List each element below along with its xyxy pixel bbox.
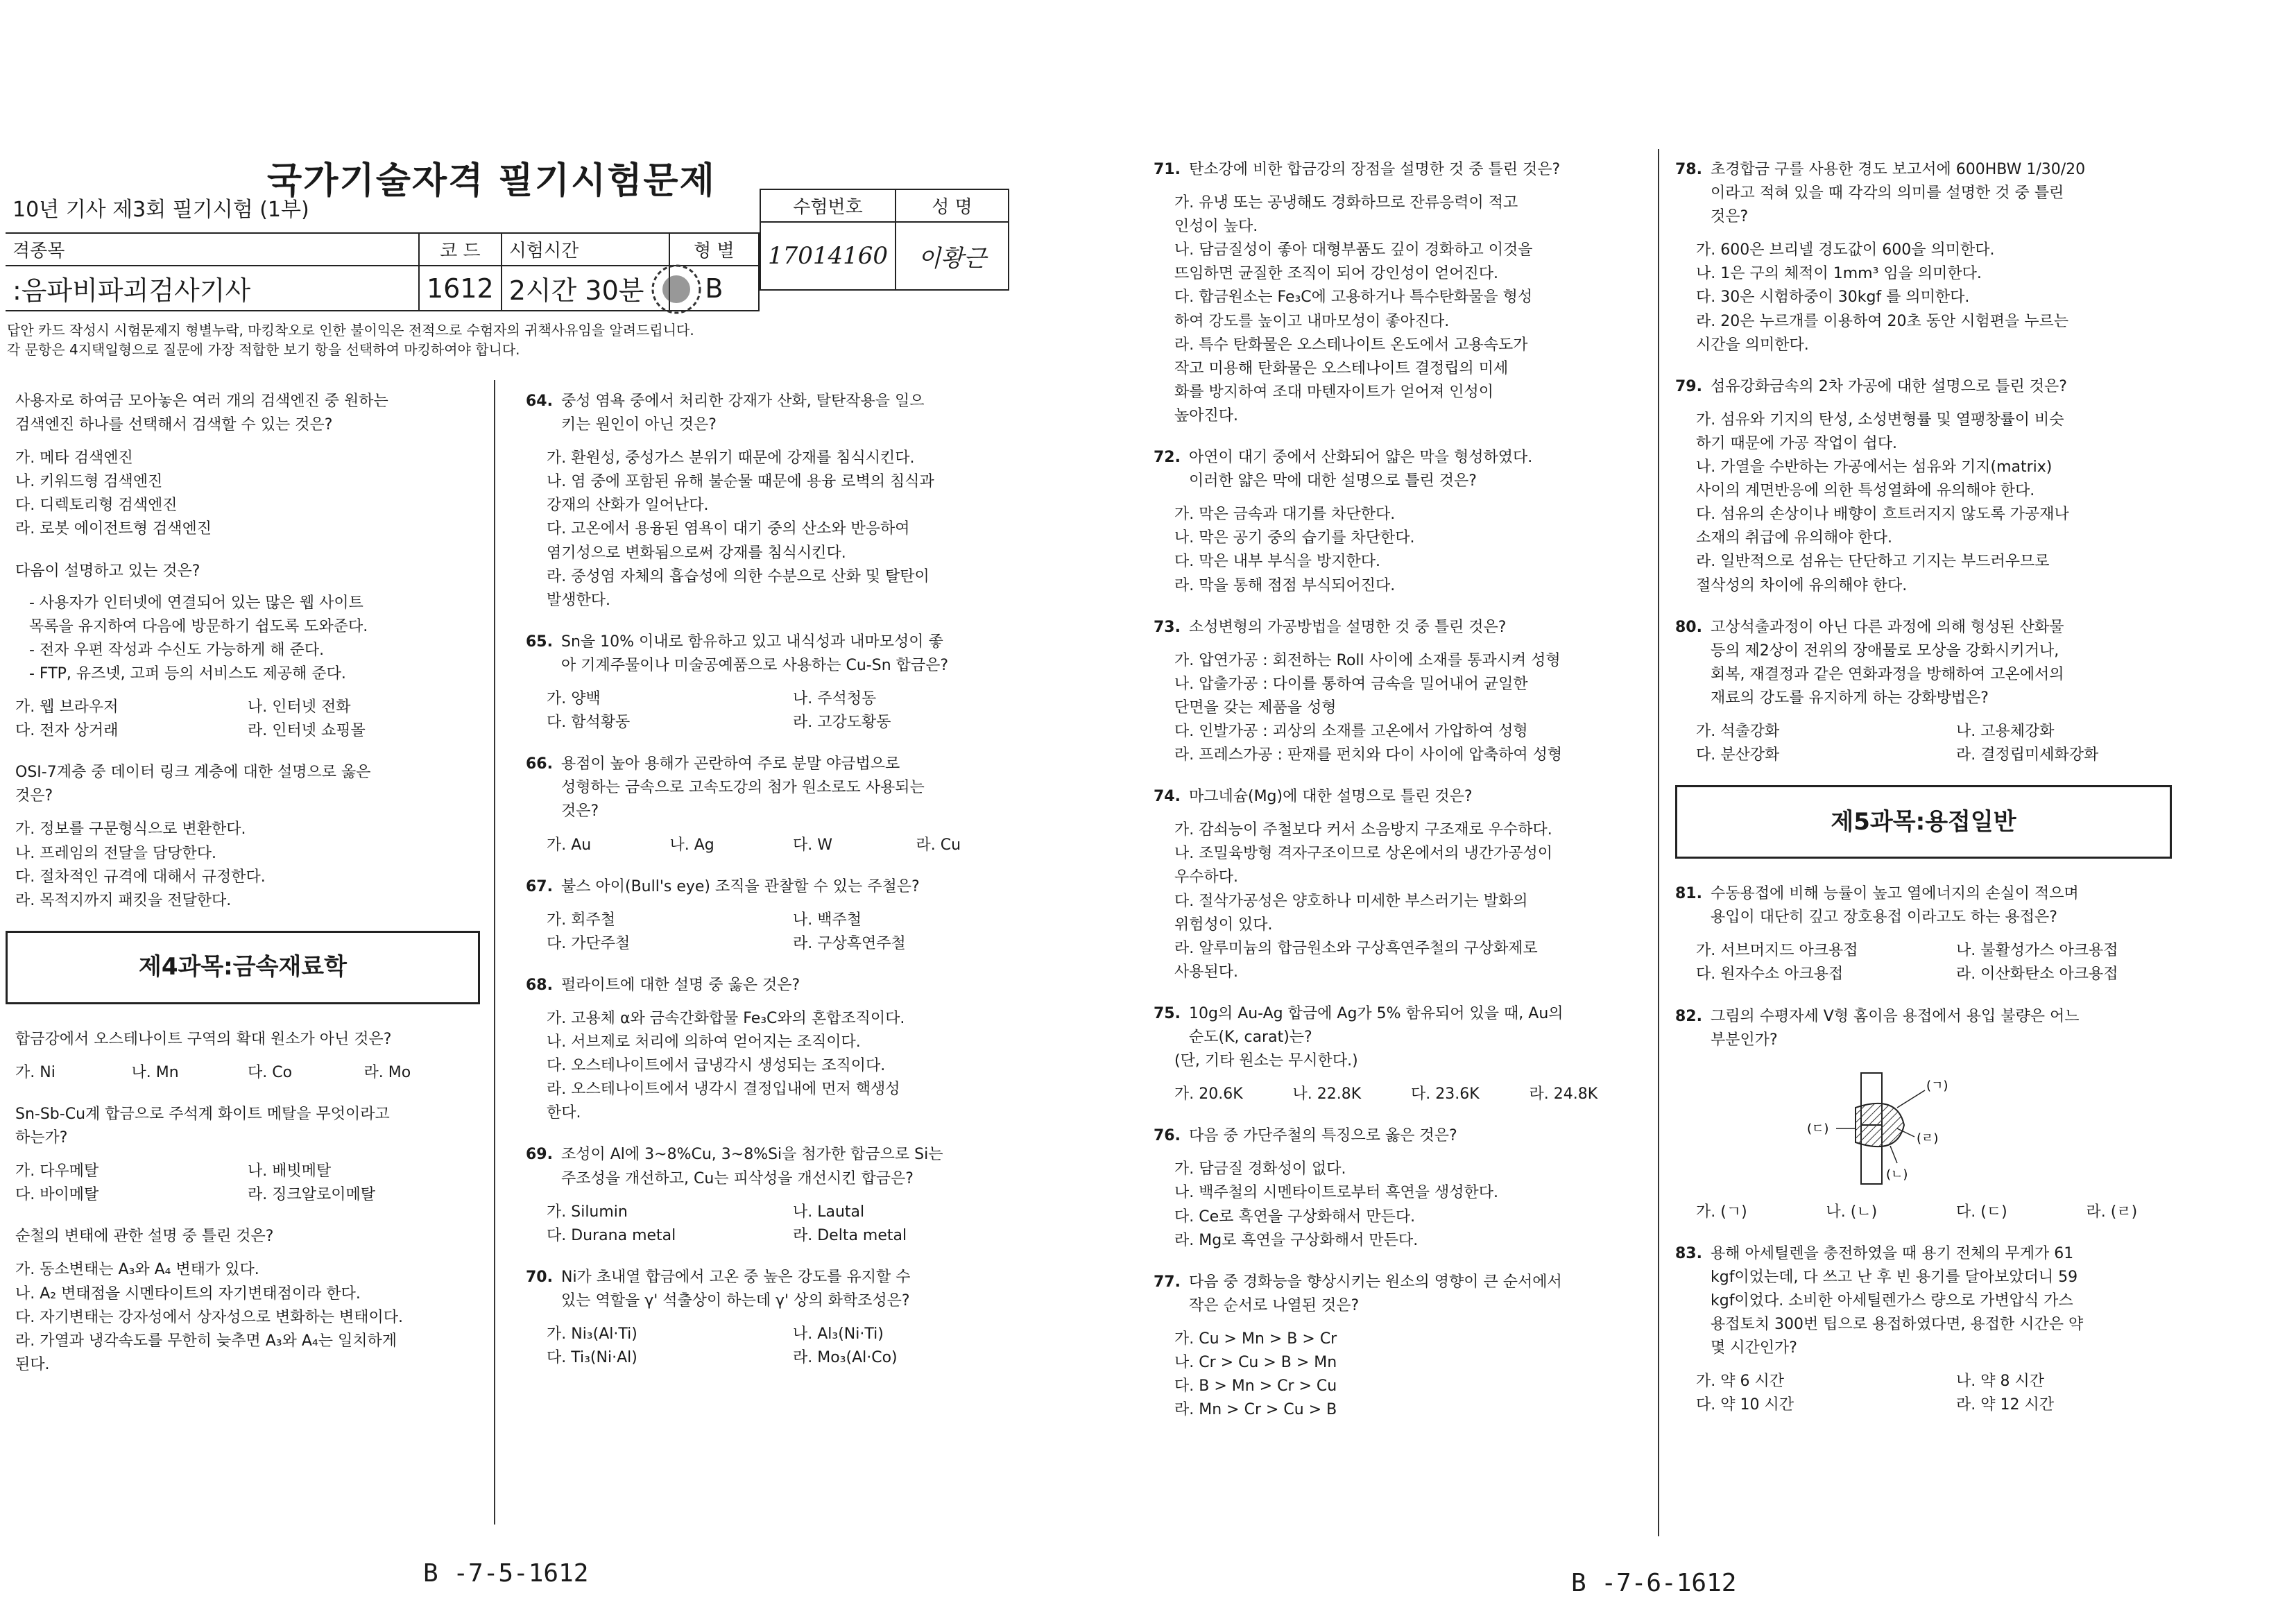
question-stem: 섬유강화금속의 2차 가공에 대한 설명으로 틀린 것은?: [1710, 377, 2067, 395]
question-number: 65.: [526, 633, 553, 651]
question-stem: OSI-7계층 중 데이터 링크 계층에 대한 설명으로 옳은 것은?: [15, 764, 371, 805]
option-ga: 가. 서브머지드 아크용접: [1696, 942, 1858, 960]
question-stem: 마그네슘(Mg)에 대한 설명으로 틀린 것은?: [1188, 788, 1473, 806]
option-na: 나. 염 중에 포함된 유해 불순물 때문에 용융 로벽의 침식과 강재의 산화가 일어난다.: [547, 473, 934, 515]
option-da: 다. 약 10 시간: [1696, 1396, 1794, 1414]
option-ga: 가. 양백: [547, 690, 601, 708]
option-na: 나. 담금질성이 좋아 대형부품도 깊이 경화하고 이것을 뜨임하면 균질한 조직이 되어 강인성이 얻어진다.: [1174, 241, 1533, 283]
code-value: 1612: [419, 266, 502, 311]
option-da: 다. 막은 내부 부식을 방지한다.: [1174, 553, 1380, 571]
option-na: 나. 배빗메탈: [248, 1162, 332, 1180]
option-na: 나. 서브제로 처리에 의하여 얻어지는 조직이다.: [547, 1033, 861, 1051]
option-ra: 라. Delta metal: [793, 1226, 907, 1244]
question-62: [15, 560, 480, 744]
option-ra: 라. 목적지까지 패킷을 전달한다.: [15, 891, 232, 909]
label-c: (ㄷ): [1807, 1121, 1829, 1136]
question-74: [1154, 785, 1647, 984]
option-list: [1675, 1370, 2216, 1417]
option-ga: 가. 섬유와 기지의 탄성, 소성변형률 및 열팽창률이 비슷 하기 때문에 가공 작업이 쉽다.: [1696, 411, 2064, 452]
question-81: [1675, 882, 2216, 986]
type-label: 형 별: [669, 233, 759, 266]
option-na: 나. A₂ 변태점을 시멘타이트의 자기변태점이라 한다.: [15, 1285, 361, 1303]
question-70: [526, 1266, 1039, 1370]
question-number: 72.: [1154, 449, 1181, 467]
option-ga: 가. Cu > Mn > B > Cr: [1174, 1330, 1337, 1348]
option-da: 다. 전자 상거래: [15, 722, 119, 740]
exam-number-value: 17014160: [760, 222, 896, 290]
option-list: [15, 447, 480, 541]
question-stem: 탄소강에 비한 합금강의 장점을 설명한 것 중 틀린 것은?: [1188, 161, 1561, 178]
option-list: [526, 1201, 1039, 1248]
option-ra: 라. 중성염 자체의 흡습성에 의한 수분으로 산화 및 탈탄이 발생한다.: [547, 567, 929, 609]
option-da: 다. 절차적인 규격에 대해서 규정한다.: [15, 868, 266, 886]
option-na: 나. 고용체강화: [1956, 722, 2055, 740]
question-alloy-austenite: [15, 1028, 480, 1085]
question-66: [526, 753, 1039, 857]
time-label: 시험시간: [502, 233, 669, 266]
seal-stamp-icon: [645, 258, 708, 320]
option-na: 나. 조밀육방형 격자구조이므로 상온에서의 냉간가공성이 우수하다.: [1174, 845, 1553, 886]
question-stem: 불스 아이(Bull's eye) 조직을 관찰할 수 있는 주철은?: [560, 877, 920, 895]
option-ga: 가. 20.6K: [1174, 1085, 1243, 1104]
option-ga: 가. Au: [547, 836, 592, 854]
question-number: 70.: [526, 1268, 553, 1286]
question-69: [526, 1143, 1039, 1247]
question-stem: 다음 중 경화능을 향상시키는 원소의 영향이 큰 순서에서 작은 순서로 나열된 것은?: [1188, 1273, 1562, 1314]
option-ra: 라. Mo: [363, 1063, 411, 1081]
question-number: 76.: [1154, 1127, 1181, 1145]
question-number: 64.: [526, 393, 553, 410]
option-da: 다. 23.6K: [1411, 1085, 1480, 1104]
option-ra: 라. 일반적으로 섬유는 단단하고 기지는 부드러우므로 절삭성의 차이에 유의해야 한다.: [1696, 553, 2050, 594]
left-page-column-1: [15, 390, 480, 1395]
examinee-id-table: [760, 189, 1009, 291]
option-list: [1675, 409, 2216, 598]
option-ra: 라. 약 12 시간: [1956, 1396, 2054, 1414]
option-ga: 가. 600은 브리넬 경도값이 600을 의미한다.: [1696, 241, 1995, 259]
question-stem: 10g의 Au-Ag 합금에 Ag가 5% 함유되어 있을 때, Au의 순도(K, carat)는?: [1188, 1004, 1563, 1046]
question-stem: 사용자로 하여금 모아놓은 여러 개의 검색엔진 중 원하는 검색엔진 하나를 선택해서 검색할 수 있는 것은?: [15, 393, 388, 434]
option-da: 다. 디렉토리형 검색엔진: [15, 497, 178, 515]
option-ga: 가. 회주철: [547, 911, 615, 929]
page-footer: B -7-5-1612: [423, 1559, 589, 1588]
option-ga: 가. 압연가공 : 회전하는 Roll 사이에 소재를 통과시켜 성형: [1174, 651, 1561, 669]
question-73: [1154, 616, 1647, 768]
option-list: [1154, 1158, 1647, 1252]
option-na: 나. 키워드형 검색엔진: [15, 473, 163, 491]
option-list: [1675, 239, 2216, 357]
question-77: [1154, 1271, 1647, 1423]
question-71: [1154, 158, 1647, 428]
exam-subtitle: 10년 기사 제3회 필기시험 (1부): [12, 198, 309, 222]
option-ga: 가. 정보를 구문형식으로 변환한다.: [15, 821, 246, 839]
question-stem: 펄라이트에 대한 설명 중 옳은 것은?: [560, 976, 800, 994]
question-83: [1675, 1242, 2216, 1418]
question-63: [15, 761, 480, 913]
question-stem: Sn을 10% 이내로 함유하고 있고 내식성과 내마모성이 좋 아 기계주물이나 미술공예품으로 사용하는 Cu-Sn 합금은?: [560, 633, 949, 674]
option-na: 나. 인터넷 전화: [248, 698, 351, 716]
option-na: 나. 백주철: [793, 911, 862, 929]
option-ga: 가. 막은 금속과 대기를 차단한다.: [1174, 506, 1396, 524]
question-stem: 용해 아세틸렌을 충전하였을 때 용기 전체의 무게가 61 kgf이었는데, 다 쓰고 난 후 빈 용기를 달아보았더니 59 kgf이었다. 소비한 아세틸렌가스 량으로 가변압식 가스 용접토치 300번 팁으로 용접하였다면, 용접한 시간은 약 몇 시간인가?: [1710, 1244, 2084, 1357]
option-na: 나. 프레임의 전달을 담당한다.: [15, 844, 216, 862]
option-da: 다. 섬유의 손상이나 배향이 흐트러지지 않도록 가공재나 소재의 취급에 유의해야 한다.: [1696, 506, 2069, 547]
column-divider: [1658, 149, 1659, 1536]
question-number: 77.: [1154, 1273, 1181, 1291]
option-list: [526, 1007, 1039, 1125]
question-number: 80.: [1675, 618, 1702, 636]
option-na: 나. Ag: [669, 836, 714, 854]
question-80: [1675, 616, 2216, 768]
question-number: 69.: [526, 1146, 553, 1164]
right-page: [1148, 0, 2296, 1623]
option-na: 나. 가열을 수반하는 가공에서는 섬유와 기지(matrix) 사이의 계면반응에 의한 특성열화에 유의해야 한다.: [1696, 458, 2053, 500]
option-da: 다. 오스테나이트에서 급냉각시 생성되는 조직이다.: [547, 1057, 886, 1075]
weld-bead-shape: [1856, 1104, 1904, 1147]
question-stem: 아연이 대기 중에서 산화되어 얇은 막을 형성하였다. 이러한 얇은 막에 대한 설명으로 틀린 것은?: [1188, 449, 1533, 490]
option-na: 나. 22.8K: [1292, 1085, 1362, 1104]
page-footer: B -7-6-1612: [1571, 1569, 1737, 1597]
question-79: [1675, 375, 2216, 598]
option-da: 다. Ti₃(Ni·Al): [547, 1349, 637, 1367]
question-64: [526, 390, 1039, 612]
question-number: 75.: [1154, 1004, 1181, 1022]
option-list: [1154, 818, 1647, 984]
code-label: 코 드: [419, 233, 502, 266]
option-ga: 가. 약 6 시간: [1696, 1373, 1784, 1391]
question-stem: Ni가 초내열 합금에서 고온 중 높은 강도를 유지할 수 있는 역할을 γ' 석출상이 하는데 γ' 상의 화학조성은?: [560, 1268, 911, 1309]
option-list: [1154, 1328, 1647, 1422]
option-ga: 가. 고용체 α와 금속간화합물 Fe₃C와의 혼합조직이다.: [547, 1009, 905, 1027]
option-na: 나. 1은 구의 체적이 1mm³ 임을 의미한다.: [1696, 265, 1982, 283]
question-number: 83.: [1675, 1244, 1702, 1262]
option-ra: 라. 막을 통해 점점 부식되어진다.: [1174, 576, 1396, 594]
label-a: (ㄱ): [1926, 1078, 1948, 1093]
option-list: [1675, 720, 2216, 767]
question-number: 68.: [526, 976, 553, 994]
category-label: 격종목: [6, 233, 419, 266]
question-stem: 수동용접에 비해 능률이 높고 열에너지의 손실이 적으며 용입이 대단히 깊고 장호용접 이라고도 하는 용접은?: [1710, 885, 2079, 927]
question-72: [1154, 446, 1647, 598]
option-da: 다. 분산강화: [1696, 746, 1780, 764]
option-da: 다. Durana metal: [547, 1226, 676, 1244]
question-stem: 고상석출과정이 아닌 다른 과정에 의해 형성된 산화물 등의 제2상이 전위의 장애물로 모상을 강화시키거나, 회복, 재결정과 같은 연화과정을 방해하여 고온에서의 재료의 강도를 유지하게 하는 강화방법은?: [1710, 618, 2064, 707]
option-ga: 가. 메타 검색엔진: [15, 449, 133, 467]
option-ra: 라. 특수 탄화물은 오스테나이트 온도에서 고용속도가 작고 미용해 탄화물은 오스테나이트 결정립의 미세 화를 방지하여 조대 마텐자이트가 얻어져 인성이 높아진다.: [1174, 336, 1528, 424]
option-na: 나. 백주철의 시멘타이트로부터 흑연을 생성한다.: [1174, 1184, 1499, 1202]
question-76: [1154, 1124, 1647, 1252]
option-ra: 라. Cu: [916, 836, 961, 854]
option-na: 나. Al₃(Ni·Ti): [793, 1325, 884, 1343]
question-stem: 소성변형의 가공방법을 설명한 것 중 틀린 것은?: [1188, 618, 1507, 636]
option-ga: 가. (ㄱ): [1696, 1203, 1747, 1221]
option-ga: 가. 유냉 또는 공냉해도 경화하므로 잔류응력이 적고 인성이 높다.: [1174, 194, 1518, 236]
option-list: [1154, 649, 1647, 767]
option-ra: 라. 징크알로이메탈: [248, 1186, 376, 1204]
weld-joint-figure: [1793, 1059, 1973, 1191]
option-da: 다. 함석황동: [547, 714, 631, 732]
question-stem: 순철의 변태에 관한 설명 중 틀린 것은?: [15, 1228, 274, 1246]
option-list: [1675, 1201, 2216, 1224]
option-ra: 라. 고강도황동: [793, 714, 891, 732]
option-list: [15, 818, 480, 912]
option-ra: 라. 24.8K: [1529, 1085, 1598, 1104]
name-value: 이황근: [896, 222, 1009, 290]
option-ga: 가. Ni: [15, 1063, 55, 1081]
type-value: B: [669, 266, 759, 311]
option-list: [1154, 503, 1647, 597]
question-stem: 합금강에서 오스테나이트 구역의 확대 원소가 아닌 것은?: [15, 1030, 392, 1048]
option-ra: 라. Mg로 흑연을 구상화해서 만든다.: [1174, 1231, 1419, 1249]
option-list: [15, 696, 480, 743]
option-list: [526, 1323, 1039, 1370]
option-list: [15, 1160, 480, 1207]
exam-number-label: 수험번호: [760, 189, 896, 222]
option-na: 나. 약 8 시간: [1956, 1373, 2044, 1391]
column-divider: [494, 380, 495, 1525]
option-da: 다. 합금원소는 Fe₃C에 고용하거나 특수탄화물을 형성 하여 강도를 높이고 내마모성이 좋아진다.: [1174, 289, 1533, 330]
option-list: [1154, 191, 1647, 428]
question-68: [526, 974, 1039, 1126]
option-da: 다. B > Mn > Cr > Cu: [1174, 1377, 1337, 1396]
label-d: (ㄹ): [1917, 1131, 1939, 1146]
option-ra: 라. 오스테나이트에서 냉각시 결정입내에 먼저 핵생성 한다.: [547, 1081, 900, 1122]
option-na: 나. Cr > Cu > B > Mn: [1174, 1354, 1337, 1372]
option-ra: 라. 구상흑연주철: [793, 934, 906, 952]
option-list: [15, 1061, 480, 1085]
option-list: [15, 1258, 480, 1376]
right-page-column-2: [1675, 158, 2216, 1435]
instruction-1: 답안 카드 작성시 시험문제지 형별누락, 마킹착오로 인한 불이익은 전적으로 수험자의 귀책사유임을 알려드립니다.: [7, 322, 694, 338]
name-label: 성 명: [896, 189, 1009, 222]
question-note: (단, 기타 원소는 무시한다.): [1174, 1052, 1358, 1070]
question-61: [15, 390, 480, 542]
option-ra: 라. 이산화탄소 아크용접: [1956, 965, 2118, 984]
category-value: :음파비파괴검사기사: [6, 266, 419, 311]
section-5-title: 제5과목:용접일반: [1675, 785, 2172, 859]
option-ga: 가. 다우메탈: [15, 1162, 99, 1180]
option-ra: 라. 20은 누르개를 이용하여 20초 동안 시험편을 누르는 시간을 의미한다.: [1696, 312, 2068, 354]
question-number: 81.: [1675, 885, 1702, 903]
label-b: (ㄴ): [1886, 1167, 1908, 1182]
option-na: 나. 막은 공기 중의 습기를 차단한다.: [1174, 529, 1415, 547]
right-page-column-1: [1154, 158, 1647, 1440]
option-ra: 라. 가열과 냉각속도를 무한히 늦추면 A₃와 A₄는 일치하게 된다.: [15, 1332, 397, 1373]
question-78: [1675, 158, 2216, 357]
option-da: 다. 인발가공 : 괴상의 소재를 고온에서 가압하여 성형: [1174, 722, 1528, 740]
question-number: 73.: [1154, 618, 1181, 636]
question-pure-iron: [15, 1225, 480, 1377]
option-da: 다. (ㄷ): [1956, 1203, 2007, 1221]
question-stem: 그림의 수평자세 V형 홈이음 용접에서 용입 불량은 어느 부분인가?: [1710, 1007, 2080, 1049]
question-stem: Sn-Sb-Cu계 합금으로 주석계 화이트 메탈을 무엇이라고 하는가?: [15, 1105, 390, 1147]
option-ga: 가. 동소변태는 A₃와 A₄ 변태가 있다.: [15, 1261, 259, 1279]
option-da: 다. 30은 시험하중이 30kgf 를 의미한다.: [1696, 289, 1970, 307]
option-list: [526, 447, 1039, 612]
question-stem: 초경합금 구를 사용한 경도 보고서에 600HBW 1/30/20 이라고 적혀 있을 때 각각의 의미를 설명한 것 중 틀린 것은?: [1710, 161, 2086, 226]
option-na: 나. Lautal: [793, 1203, 865, 1221]
question-number: 79.: [1675, 377, 1702, 395]
option-da: 다. Co: [248, 1063, 293, 1081]
option-ra: 라. 결정립미세화강화: [1956, 746, 2099, 764]
leader-line-b: [1890, 1146, 1897, 1163]
option-da: 다. W: [793, 836, 832, 854]
option-ra: 라. Mo₃(Al·Co): [793, 1349, 898, 1367]
option-ga: 가. 담금질 경화성이 없다.: [1174, 1160, 1346, 1178]
left-page-column-2: [526, 390, 1039, 1388]
question-stem: 조성이 Al에 3~8%Cu, 3~8%Si을 첨가한 합금으로 Si는 주조성을 개선하고, Cu는 피삭성을 개선시킨 합금은?: [560, 1146, 943, 1187]
question-number: 66.: [526, 755, 553, 773]
question-number: 74.: [1154, 788, 1181, 806]
option-na: 나. 불활성가스 아크용접: [1956, 942, 2118, 960]
option-da: 다. 원자수소 아크용접: [1696, 965, 1844, 984]
question-65: [526, 630, 1039, 735]
option-na: 나. (ㄴ): [1826, 1203, 1878, 1221]
option-da: 다. 절삭가공성은 양호하나 미세한 부스러기는 발화의 위험성이 있다.: [1174, 892, 1528, 934]
option-ga: 가. 환원성, 중성가스 분위기 때문에 강재를 침식시킨다.: [547, 449, 915, 467]
option-da: 다. Ce로 흑연을 구상화해서 만든다.: [1174, 1208, 1416, 1226]
option-list: [526, 834, 1039, 857]
option-ga: 가. 석출강화: [1696, 722, 1780, 740]
exam-title: 국가기술자격 필기시험문제: [267, 160, 716, 202]
option-list: [1154, 1083, 1647, 1106]
option-da: 다. 자기변태는 강자성에서 상자성으로 변화하는 변태이다.: [15, 1308, 404, 1326]
option-list: [1675, 939, 2216, 986]
leader-line-a: [1897, 1090, 1925, 1108]
option-list: [526, 687, 1039, 735]
question-82: [1675, 1005, 2216, 1224]
instruction-2: 각 문항은 4지택일형으로 질문에 가장 적합한 보기 항을 선택하여 마킹하여야 합니다.: [7, 341, 520, 358]
section-4-title: 제4과목:금속재료학: [6, 931, 480, 1004]
option-ra: 라. (ㄹ): [2086, 1203, 2138, 1221]
option-na: 나. 압출가공 : 다이를 통하여 금속을 밀어내어 균일한 단면을 갖는 제품을 성형: [1174, 675, 1528, 716]
option-na: 나. 주석청동: [793, 690, 877, 708]
option-da: 다. 가단주철: [547, 934, 631, 952]
option-ga: 가. 웹 브라우저: [15, 698, 119, 716]
question-number: 67.: [526, 877, 553, 895]
option-da: 다. 고온에서 용융된 염욕이 대기 중의 산소와 반응하여 염기성으로 변화됨으로써 강재를 침식시킨다.: [547, 520, 910, 562]
question-stem: 중성 염욕 중에서 처리한 강재가 산화, 탈탄작용을 일으 키는 원인이 아닌 것은?: [560, 393, 925, 434]
question-number: 82.: [1675, 1007, 1702, 1025]
option-ra: 라. Mn > Cr > Cu > B: [1174, 1401, 1337, 1419]
option-ga: 가. Ni₃(Al·Ti): [547, 1325, 637, 1343]
option-na: 나. Mn: [131, 1063, 179, 1081]
option-ra: 라. 로봇 에이전트형 검색엔진: [15, 520, 212, 538]
question-number: 71.: [1154, 161, 1181, 178]
option-list: [526, 909, 1039, 956]
question-67: [526, 875, 1039, 956]
question-stem: 다음 중 가단주철의 특징으로 옳은 것은?: [1188, 1127, 1457, 1145]
option-ra: 라. 인터넷 쇼핑몰: [248, 722, 366, 740]
option-ga: 가. 감쇠능이 주철보다 커서 소음방지 구조재로 우수하다.: [1174, 821, 1552, 839]
question-stem: 용점이 높아 용해가 곤란하여 주로 분말 야금법으로 성형하는 금속으로 고속도강의 첨가 원소로도 사용되는 것은?: [560, 755, 925, 821]
option-ra: 라. 알루미늄의 합금원소와 구상흑연주철의 구상화제로 사용된다.: [1174, 939, 1538, 981]
time-value: 2시간 30분: [502, 266, 669, 311]
question-75: [1154, 1002, 1647, 1106]
option-ra: 라. 프레스가공 : 판재를 펀치와 다이 사이에 압축하여 성형: [1174, 746, 1563, 764]
option-ga: 가. Silumin: [547, 1203, 628, 1221]
question-number: 78.: [1675, 161, 1702, 178]
statement-list: - 사용자가 인터넷에 연결되어 있는 많은 웹 사이트 목록을 유지하여 다음에 방문하기 쉽도록 도와준다. - 전자 우편 작성과 수신도 가능하게 해 준다. - FTP, 유즈넷, 고퍼 등의 서비스도 제공해 준다.: [29, 594, 368, 682]
question-white-metal: [15, 1103, 480, 1207]
option-da: 다. 바이메탈: [15, 1186, 99, 1204]
question-stem: 다음이 설명하고 있는 것은?: [15, 562, 200, 580]
